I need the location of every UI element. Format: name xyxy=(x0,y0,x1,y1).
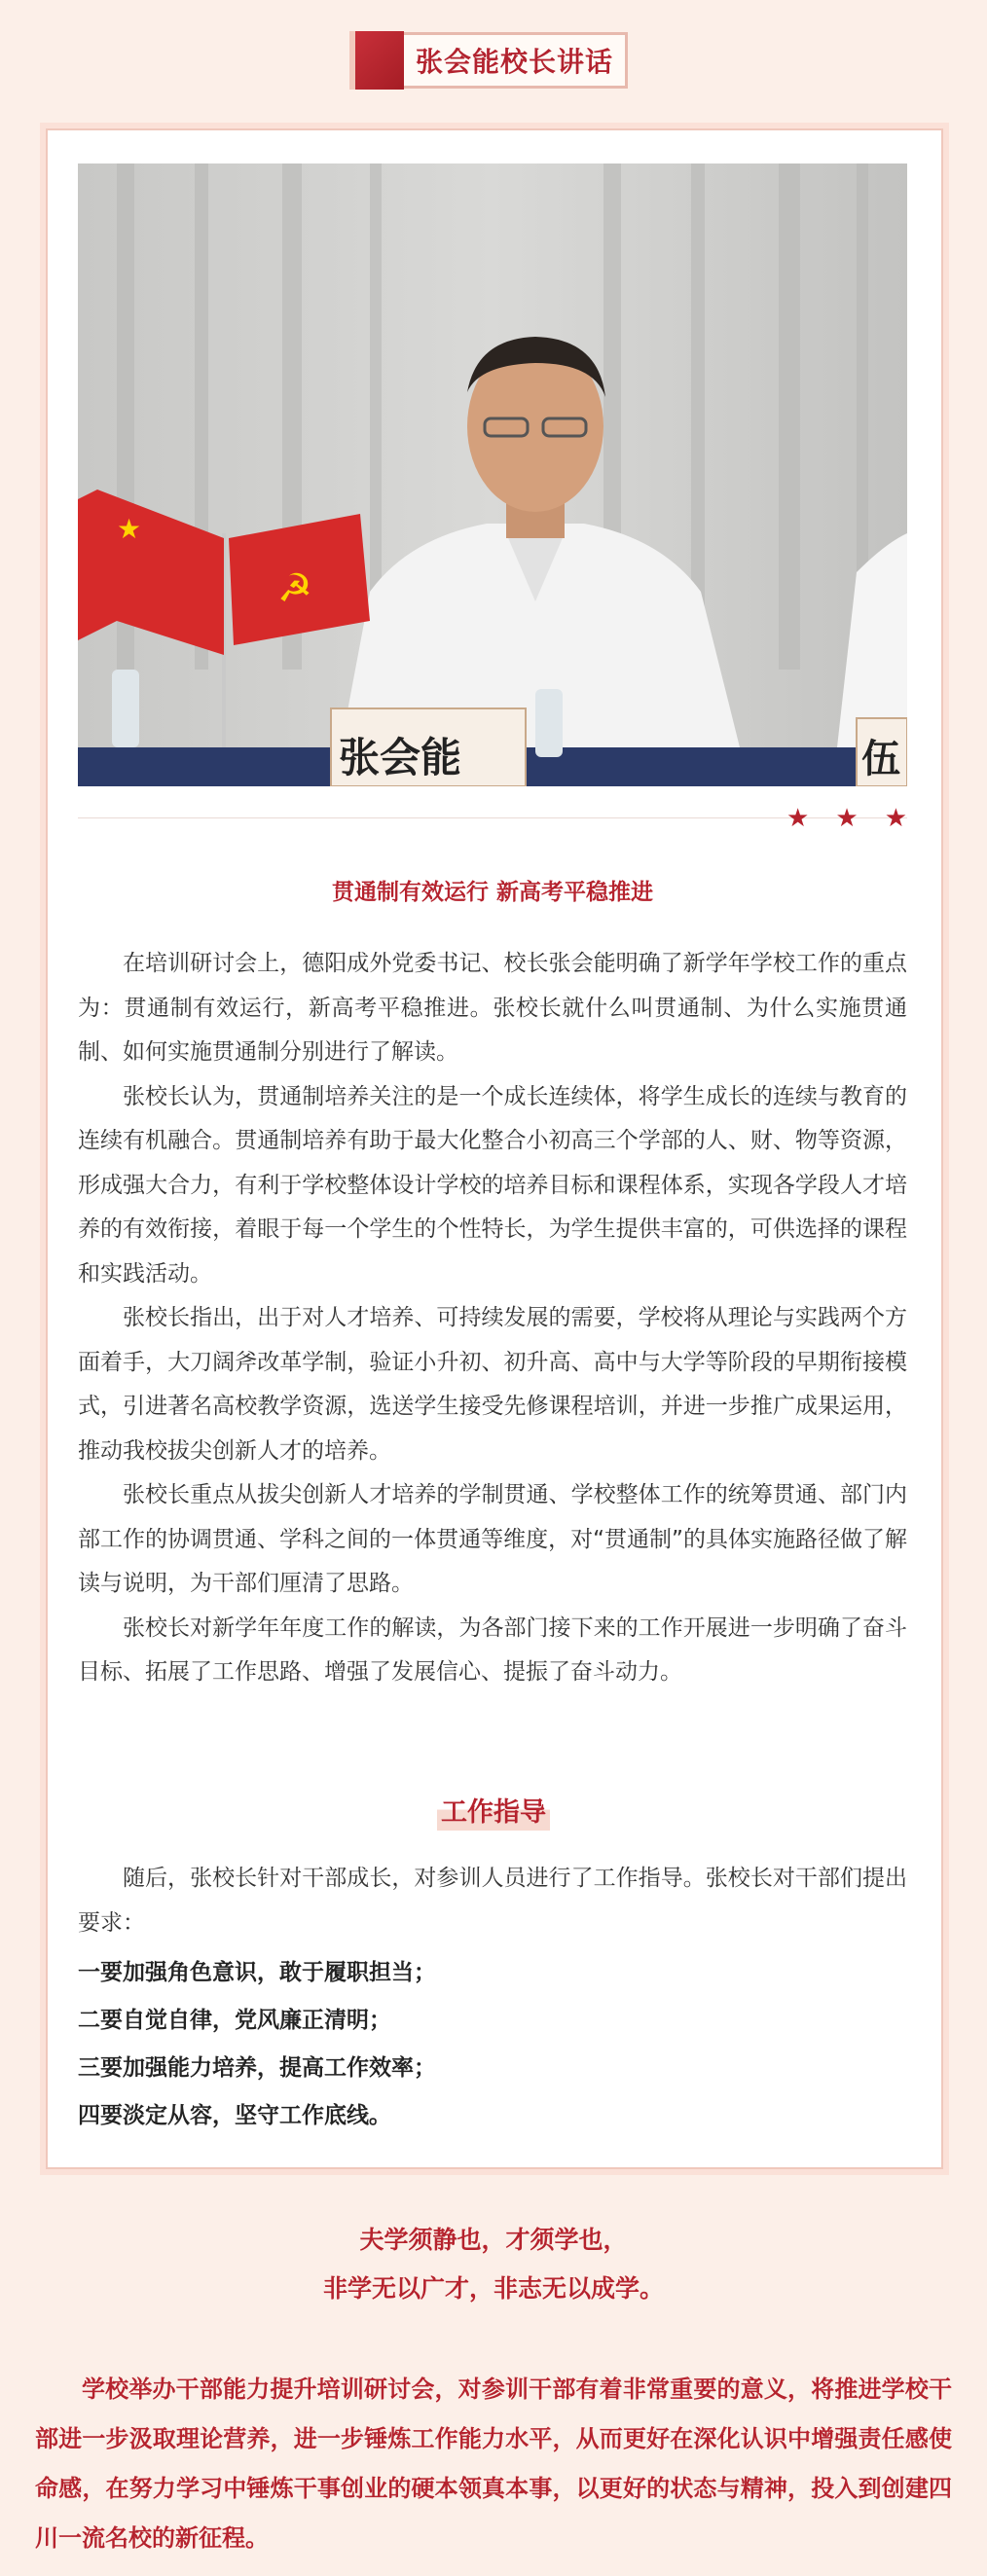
star-decoration xyxy=(786,804,907,833)
svg-text:★: ★ xyxy=(117,513,142,545)
section1-body xyxy=(78,942,907,1695)
requirement-item: 三要加强能力培养，提高工作效率； xyxy=(78,2055,436,2081)
section-title-work-guidance xyxy=(0,1796,987,1831)
quote-line: 夫学须静也，才须学也， xyxy=(359,2226,628,2254)
nameplate-text: 张会能 xyxy=(339,734,462,781)
paragraph: 张校长认为，贯通制培养关注的是一个成长连续体，将学生成长的连续与教育的连续有机融合。贯通制培养有助于最大化整合小初高三个学部的人、财、物等资源，形成强大合力，有利于学校整体设计学校的培养目标和课程体系，实现各学段人才培养的有效衔接，着眼于每一个学生的个性特长，为学生提供丰富的，可供选择的课程和实践活动。 xyxy=(78,1083,907,1287)
photo-separator xyxy=(78,817,907,818)
paragraph: 在培训研讨会上，德阳成外党委书记、校长张会能明确了新学年学校工作的重点为：贯通制有效运行，新高考平稳推进。张校长就什么叫贯通制、为什么实施贯通制、如何实施贯通制分别进行了解读。 xyxy=(78,951,907,1065)
nameplate-text-right: 伍 xyxy=(861,736,900,781)
quote-line: 非学无以广才，非志无以成学。 xyxy=(322,2274,664,2303)
section2-intro xyxy=(78,1857,907,1945)
paragraph: 张校长重点从拔尖创新人才培养的学制贯通、学校整体工作的统筹贯通、部门内部工作的协调贯通、学科之间的一体贯通等维度，对“贯通制”的具体实施路径做了解读与说明，为干部们厘清了思路。 xyxy=(78,1482,907,1596)
badge-accent-square xyxy=(355,31,404,90)
requirement-item: 二要自觉自律，党风廉正清明； xyxy=(78,2008,391,2033)
requirement-item: 四要淡定从容，坚守工作底线。 xyxy=(78,2103,391,2128)
paragraph: 张校长指出，出于对人才培养、可持续发展的需要，学校将从理论与实践两个方面着手，大刀阔斧改革学制，验证小升初、初升高、高中与大学等阶段的早期衔接模式，引进著名高校教学资源，选送学生接受先修课程培训，并进一步推广成果运用，推动我校拔尖创新人才的培养。 xyxy=(78,1305,907,1464)
svg-text:☭: ☭ xyxy=(277,566,312,611)
requirement-item: 一要加强角色意识，敢于履职担当； xyxy=(78,1960,436,1985)
paragraph: 张校长对新学年年度工作的解读，为各部门接下来的工作开展进一步明确了奋斗目标、拓展了工作思路、增强了发展信心、提振了奋斗动力。 xyxy=(78,1615,907,1685)
closing-text: 学校举办干部能力提升培训研讨会，对参训干部有着非常重要的意义，将推进学校干部进一步汲取理论营养，进一步锤炼工作能力水平，从而更好在深化认识中增强责任感使命感，在努力学习中锤炼干事创业的硬本领真本事，以更好的状态与精神，投入到创建四川一流名校的新征程。 xyxy=(35,2376,952,2552)
section-subtitle: 贯通制有效运行 新高考平稳推进 xyxy=(331,880,653,905)
star-icon: ★ xyxy=(835,804,859,833)
speaker-photo xyxy=(78,163,907,786)
speaker-photo-illustration xyxy=(78,163,907,786)
paragraph: 随后，张校长针对干部成长，对参训人员进行了工作指导。张校长对干部们提出要求： xyxy=(78,1866,907,1936)
star-icon: ★ xyxy=(884,804,907,833)
closing-paragraph xyxy=(35,2365,952,2563)
section-header-title: 张会能校长讲话 xyxy=(404,32,628,89)
section-header-badge xyxy=(355,31,628,90)
section-title-text: 工作指导 xyxy=(437,1796,550,1831)
star-icon: ★ xyxy=(786,804,810,833)
